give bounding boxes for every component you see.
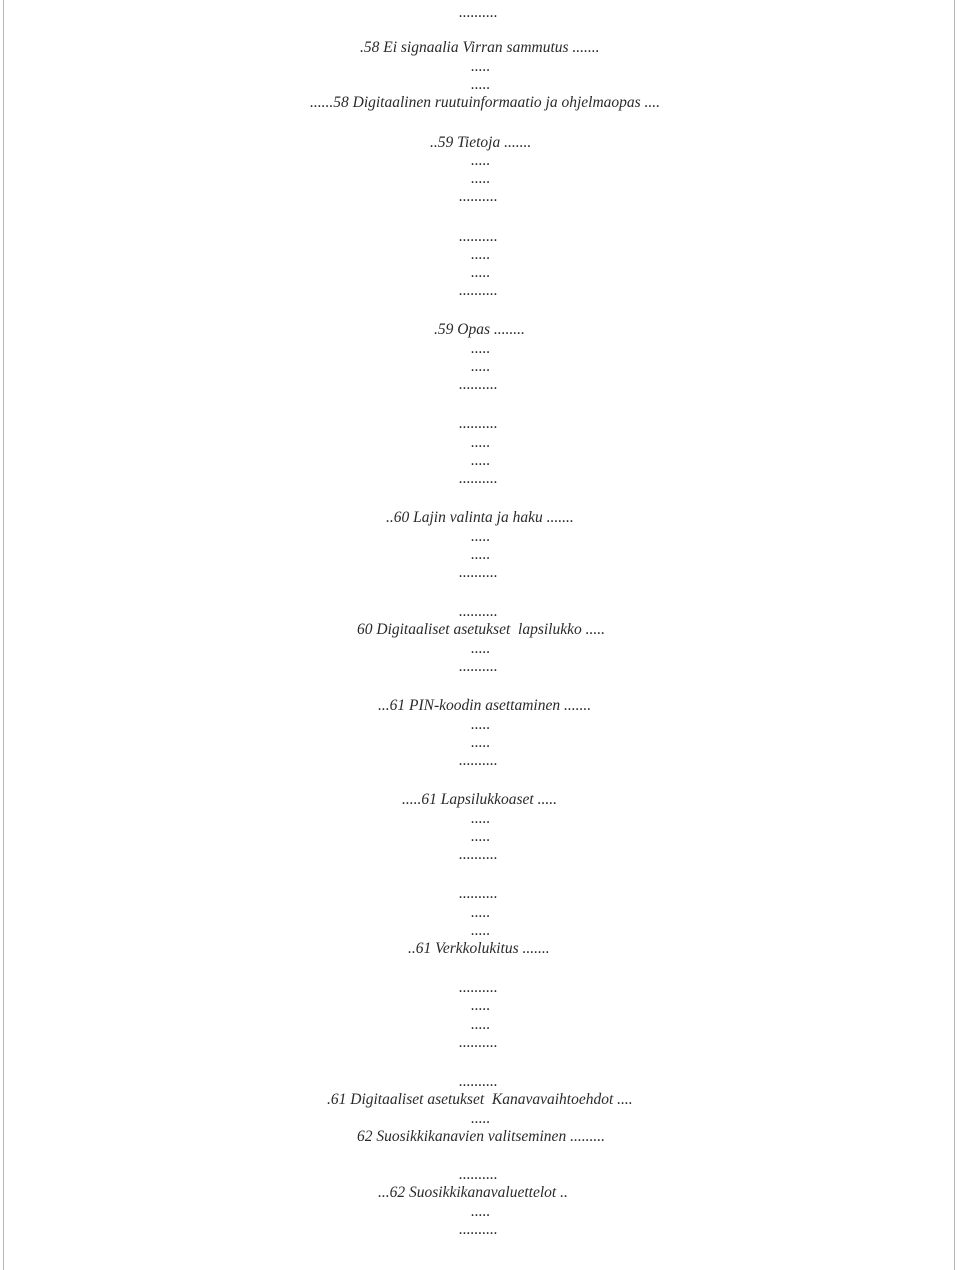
toc-line: ..... [471,152,491,169]
toc-line: ..... [471,340,491,357]
toc-line: .......... [459,228,498,245]
toc-line: .......... [459,603,498,620]
toc-line: ..... [471,452,491,469]
toc-line: ..61 Verkkolukitus ....... [408,940,550,957]
toc-line: ..... [471,640,491,657]
toc-line: ..... [471,546,491,563]
toc-line: ..... [471,170,491,187]
toc-line: ..... [471,264,491,281]
toc-line: ..... [471,904,491,921]
toc-line: .61 Digitaaliset asetukset Kanavavaihtoehdot .... [327,1091,633,1108]
toc-line: .......... [459,470,498,487]
toc-line: ..... [471,922,491,939]
toc-line: .......... [459,1073,498,1090]
toc-line: ..59 Tietoja ....... [430,134,532,151]
toc-line: 60 Digitaaliset asetukset lapsilukko ..... [357,621,605,638]
toc-line: .......... [459,1034,498,1051]
toc-line: .......... [459,979,498,996]
toc-line: ...62 Suosikkikanavaluettelot .. [378,1184,568,1201]
toc-line: ..... [471,528,491,545]
toc-line: .......... [459,564,498,581]
toc-line: ..... [471,734,491,751]
toc-line: ...61 PIN-koodin asettaminen ....... [378,697,592,714]
toc-line: ..... [471,1203,491,1220]
toc-line: .......... [459,885,498,902]
toc-line: .......... [459,658,498,675]
toc-line: 62 Suosikkikanavien valitseminen ......... [357,1128,605,1145]
toc-line: .......... [459,282,498,299]
toc-line: .....61 Lapsilukkoaset ..... [402,791,557,808]
toc-line: ..... [471,1016,491,1033]
toc-line: .......... [459,1166,498,1183]
toc-line: .......... [459,188,498,205]
toc-line: ..... [471,828,491,845]
toc-line: .......... [459,1221,498,1238]
toc-line: .......... [459,752,498,769]
toc-line: ..... [471,358,491,375]
right-page-border [954,0,955,1270]
toc-line: ..... [471,246,491,263]
toc-line: .......... [459,376,498,393]
toc-line: .59 Opas ........ [434,321,525,338]
toc-line: ......58 Digitaalinen ruutuinformaatio ja ohjelmaopas .... [310,94,661,111]
toc-line: ..... [471,434,491,451]
toc-line: ..... [471,716,491,733]
toc-line: ..... [471,997,491,1014]
toc-line: ..... [471,76,491,93]
toc-line: .......... [459,846,498,863]
toc-line: ..... [471,1110,491,1127]
toc-line: .58 Ei signaalia Virran sammutus ....... [360,39,600,56]
toc-line: ..... [471,58,491,75]
toc-line: ..... [471,810,491,827]
toc-line: .......... [459,415,498,432]
toc-line: .......... [459,4,498,21]
left-page-border [3,0,4,1270]
toc-line: ..60 Lajin valinta ja haku ....... [386,509,574,526]
